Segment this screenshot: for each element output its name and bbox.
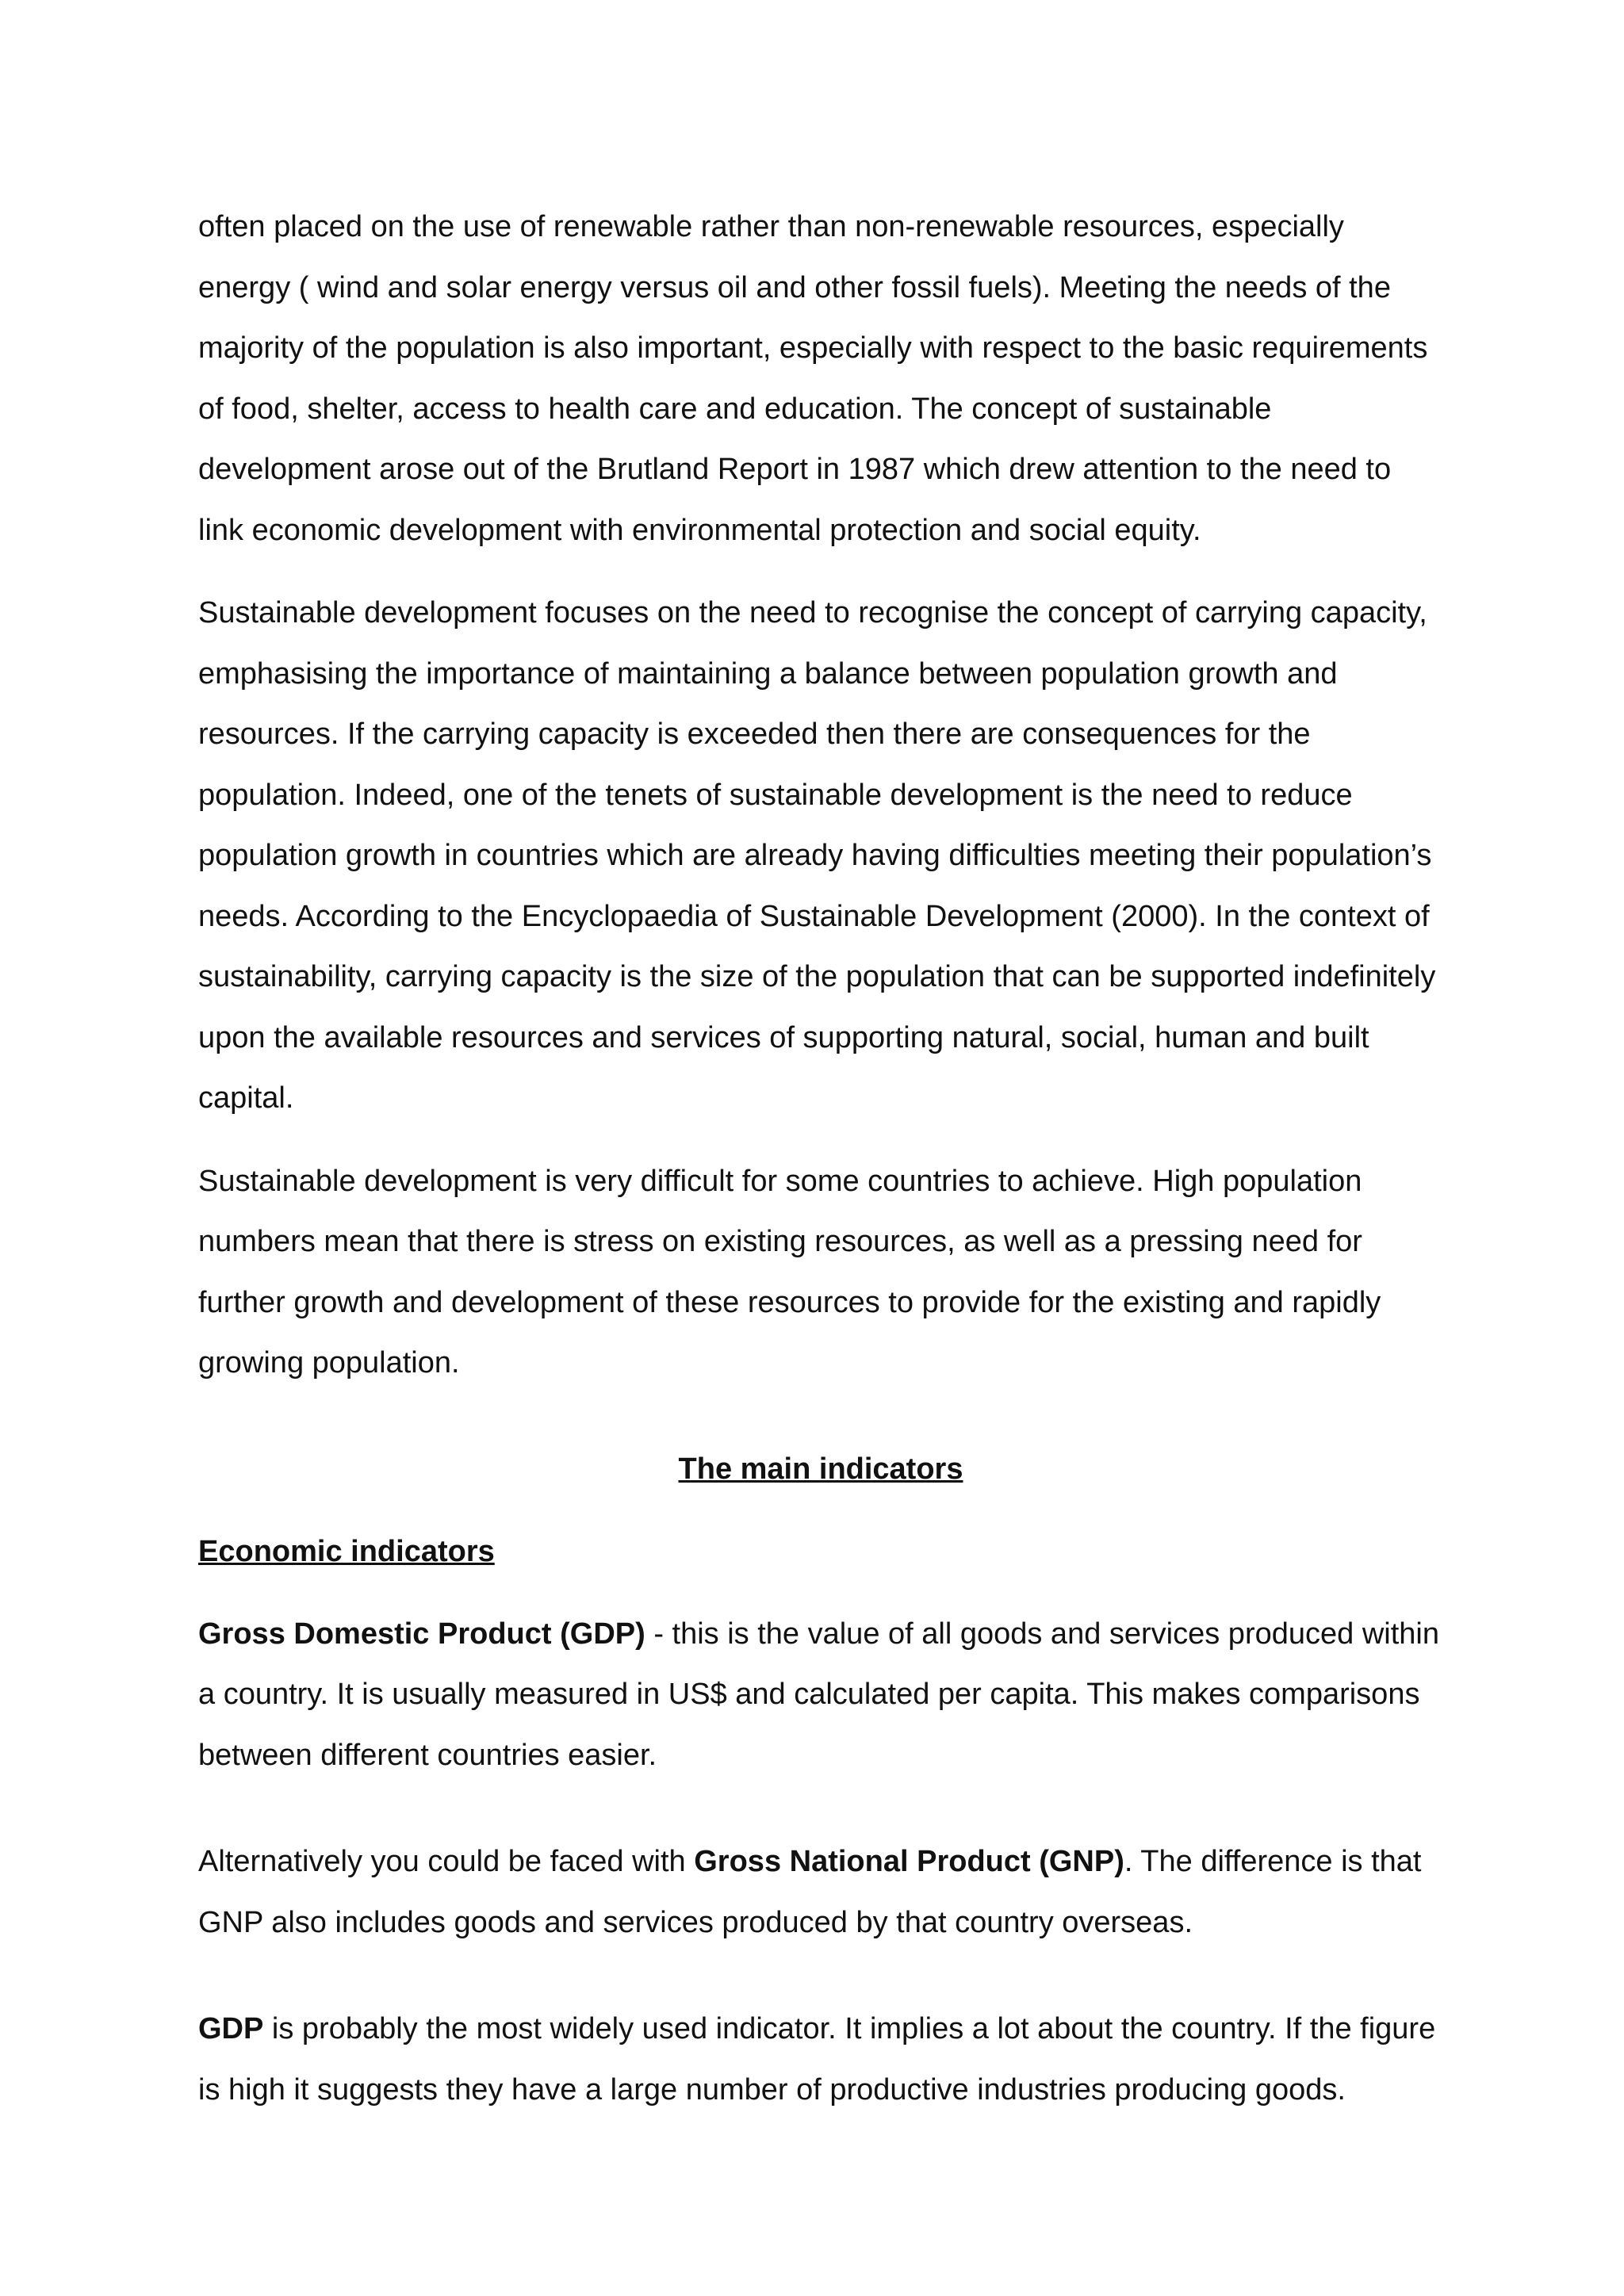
- gnp-lead-text: Alternatively you could be faced with: [198, 1845, 695, 1878]
- paragraph-spacer: [198, 1129, 1443, 1151]
- term-gnp: Gross National Product (GNP): [694, 1845, 1124, 1878]
- paragraph-difficulty: Sustainable development is very difficult for some countries to achieve. High population numbers mean that there is stress on existing resources, as well as a pressing need for further growth and development of these resources to provide for the existing and rapidly growing population.: [198, 1164, 1381, 1380]
- paragraph-gdp-definition: [198, 1604, 1443, 1786]
- section-spacer: [198, 1582, 1443, 1604]
- paragraph-spacer: [198, 1785, 1443, 1831]
- paragraph-carrying-capacity: Sustainable development focuses on the need to recognise the concept of carrying capacity, emphasising the importance of maintaining a balance between population growth and resources. If the carrying capacity is exceeded then there are consequences for the population. Indeed, one of the tenets of sustainable development is the need to reduce population growth in countries which are already having difficulties meeting their population’s needs. According to the Encyclopaedia of Sustainable Development (2000). In the context of sustainability, carrying capacity is the size of the population that can be supported indefinitely upon the available resources and services of supporting natural, social, human and built capital.: [198, 596, 1436, 1115]
- paragraph-gnp-definition: [198, 1831, 1443, 1953]
- term-gdp-short: GDP: [198, 2012, 264, 2045]
- paragraph-spacer: [198, 561, 1443, 583]
- heading-economic-indicators: Economic indicators: [198, 1534, 495, 1568]
- term-gdp: Gross Domestic Product (GDP): [198, 1617, 645, 1651]
- document-page: [198, 197, 1443, 2120]
- paragraph-spacer: [198, 1953, 1443, 1999]
- gnp-definition-text: . The difference is that GNP also includes goods and services produced by that country overseas.: [198, 1845, 1422, 1939]
- gdp-usage-text: is probably the most widely used indicator. It implies a lot about the country. If the figure is high it suggests they have a large number of productive industries producing goods.: [198, 2012, 1436, 2107]
- paragraph-gdp-usage: [198, 1999, 1443, 2120]
- gdp-definition-text: - this is the value of all goods and services produced within a country. It is usually measured in US$ and calculated per capita. This makes comparisons between different countries easier.: [198, 1617, 1439, 1772]
- heading-main-indicators: The main indicators: [678, 1452, 963, 1486]
- paragraph-renewable-resources: often placed on the use of renewable rather than non-renewable resources, especially energy ( wind and solar energy versus oil and other fossil fuels). Meeting the needs of the majority of the population is also important, especially with respect to the basic requirements of food, shelter, access to health care and education. The concept of sustainable development arose out of the Brutland Report in 1987 which drew attention to the need to link economic development with environmental protection and social equity.: [198, 210, 1428, 547]
- section-spacer: [198, 1499, 1443, 1521]
- section-spacer: [198, 1394, 1443, 1439]
